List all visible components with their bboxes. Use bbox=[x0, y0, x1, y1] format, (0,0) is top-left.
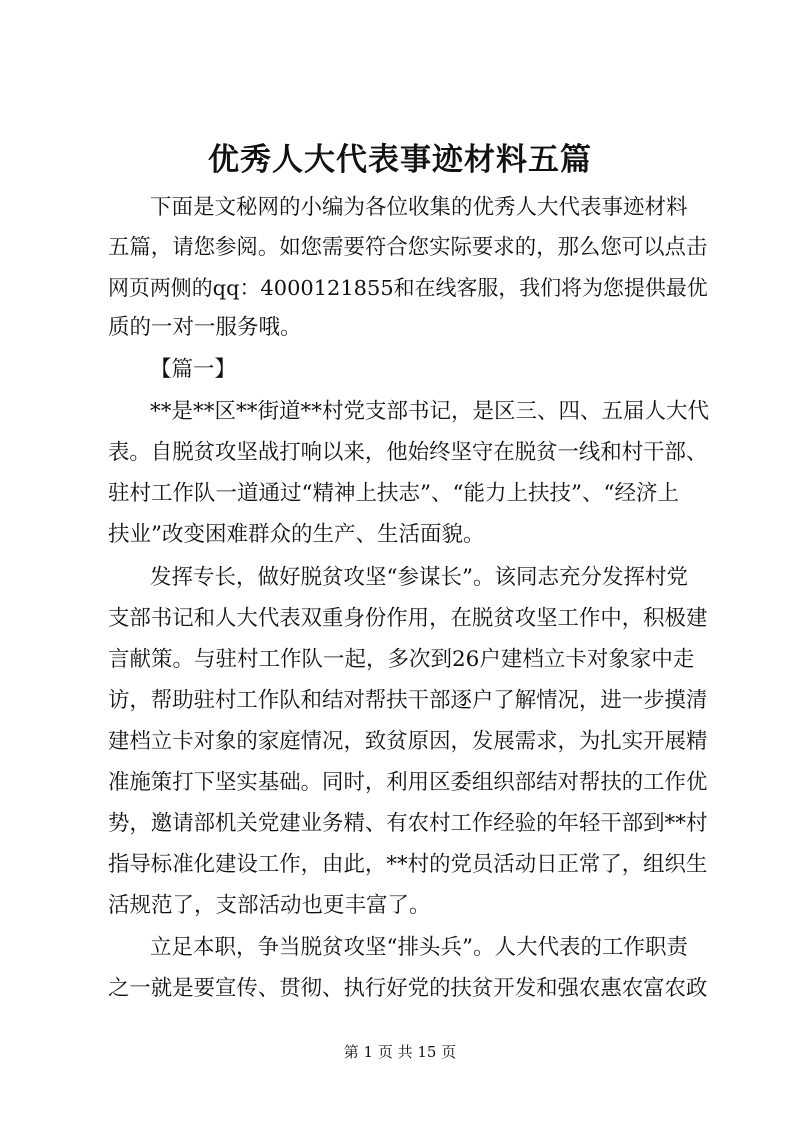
body-line: 访，帮助驻村工作队和结对帮扶干部逐户了解情况，进一步摸清 bbox=[108, 688, 708, 713]
body-line: 言献策。与驻村工作队一起，多次到26户建档立卡对象家中走 bbox=[108, 647, 695, 672]
body-line: 扶业”改变困难群众的生产、生活面貌。 bbox=[108, 522, 485, 547]
body-line: 网页两侧的qq：4000121855和在线客服，我们将为您提供最优 bbox=[108, 276, 708, 300]
body-line: 建档立卡对象的家庭情况，致贫原因，发展需求，为扎实开展精 bbox=[108, 729, 708, 754]
body-line: 下面是文秘网的小编为各位收集的优秀人大代表事迹材料 bbox=[150, 195, 688, 220]
body-line: 五篇，请您参阅。如您需要符合您实际要求的，那么您可以点击 bbox=[108, 235, 708, 260]
body-line: 活规范了，支部活动也更丰富了。 bbox=[108, 893, 431, 918]
body-line: 驻村工作队一道通过“精神上扶志”、“能力上扶技”、“经济上 bbox=[108, 481, 679, 506]
document-title: 优秀人大代表事迹材料五篇 bbox=[208, 142, 592, 178]
body-line: 之一就是要宣传、贯彻、执行好党的扶贫开发和强农惠农富农政 bbox=[108, 976, 708, 1001]
page-footer: 第 1 页 共 15 页 bbox=[343, 1043, 457, 1061]
body-line: 支部书记和人大代表双重身份作用，在脱贫攻坚工作中，积极建 bbox=[108, 606, 708, 631]
body-line: 表。自脱贫攻坚战打响以来，他始终坚守在脱贫一线和村干部、 bbox=[108, 440, 708, 465]
body-line: 势，邀请部机关党建业务精、有农村工作经验的年轻干部到**村 bbox=[108, 811, 708, 836]
body-line: 质的一对一服务哦。 bbox=[108, 315, 302, 340]
body-line: 指导标准化建设工作，由此，**村的党员活动日正常了，组织生 bbox=[108, 852, 708, 877]
section-heading: 【篇一】 bbox=[150, 357, 237, 382]
body-line: **是**区**街道**村党支部书记，是区三、四、五届人大代 bbox=[150, 399, 710, 424]
body-line: 准施策打下坚实基础。同时，利用区委组织部结对帮扶的工作优 bbox=[108, 770, 708, 795]
body-line: 发挥专长，做好脱贫攻坚“参谋长”。该同志充分发挥村党 bbox=[150, 565, 688, 590]
body-line: 立足本职，争当脱贫攻坚“排头兵”。人大代表的工作职责 bbox=[150, 935, 688, 960]
